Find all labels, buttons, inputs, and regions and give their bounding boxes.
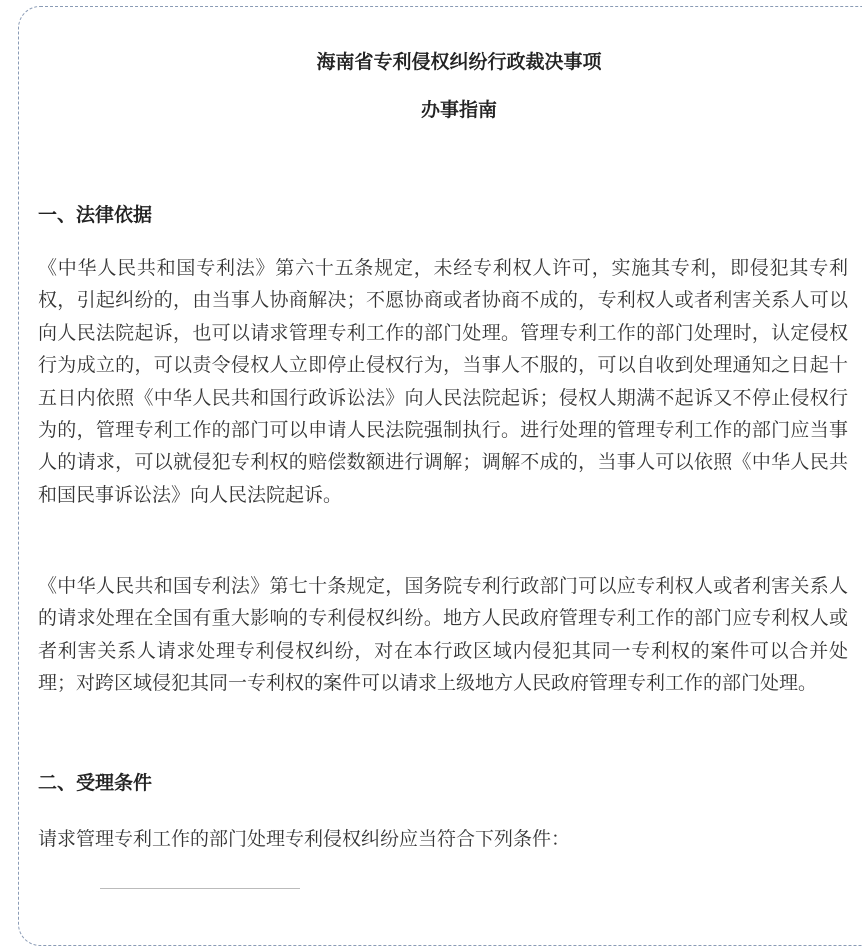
paragraph-article-65: 《中华人民共和国专利法》第六十五条规定，未经专利权人许可，实施其专利，即侵犯其专利权，引起纠纷的，由当事人协商解决；不愿协商或者协商不成的，专利权人或者利害关系人可以向人民法院起诉，也可以请求管理专利工作的部门处理。管理专利工作的部门处理时，认定侵权行为成立的，可以责令侵权人立即停止侵权行为，当事人不服的，可以自收到处理通知之日起十五日内依照《中华人民共和国行政诉讼法》向人民法院起诉；侵权人期满不起诉又不停止侵权行为的，管理专利工作的部门可以申请人民法院强制执行。进行处理的管理专利工作的部门应当事人的请求，可以就侵犯专利权的赔偿数额进行调解；调解不成的，当事人可以依照《中华人民共和国民事诉讼法》向人民法院起诉。 bbox=[38, 257, 848, 506]
paragraph-article-70: 《中华人民共和国专利法》第七十条规定，国务院专利行政部门可以应专利权人或者利害关系人的请求处理在全国有重大影响的专利侵权纠纷。地方人民政府管理专利工作的部门应专利权人或者利害关系人请求处理专利侵权纠纷，对在本行政区域内侵犯其同一专利权的案件可以合并处理；对跨区域侵犯其同一专利权的案件可以请求上级地方人民政府管理专利工作的部门处理。 bbox=[38, 575, 848, 695]
section-heading-legal-basis: 一、法律依据 bbox=[38, 204, 153, 226]
table-top-border bbox=[100, 888, 300, 889]
document-subtitle: 办事指南 bbox=[420, 99, 497, 121]
document-title: 海南省专利侵权纠纷行政裁决事项 bbox=[316, 51, 602, 73]
section-heading-acceptance-conditions: 二、受理条件 bbox=[38, 772, 153, 794]
paragraph-conditions-intro: 请求管理专利工作的部门处理专利侵权纠纷应当符合下列条件： bbox=[38, 828, 571, 850]
